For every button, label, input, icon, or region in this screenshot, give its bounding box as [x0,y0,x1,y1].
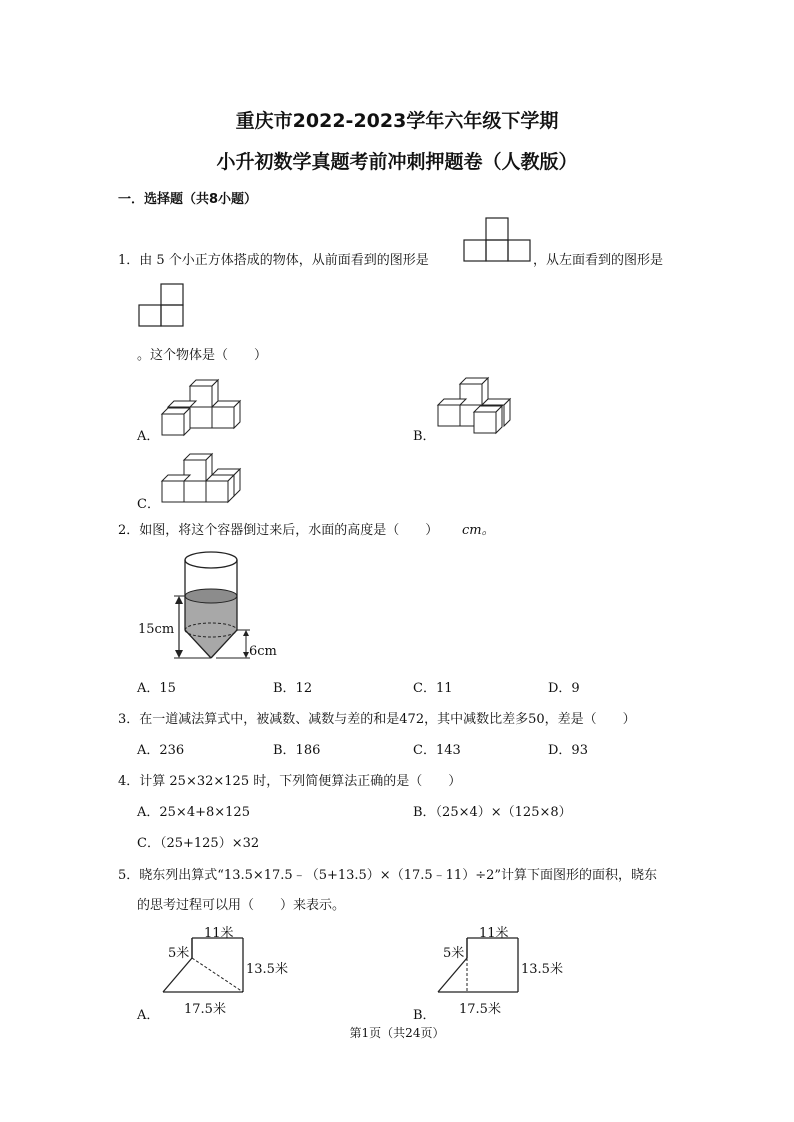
q5-a-label-left: 5米 [168,946,190,961]
q5-b-label-bottom: 17.5米 [459,1002,501,1017]
q1-front-view-figure [463,216,533,262]
page-title-line2: 小升初数学真题考前冲刺押题卷（人教版） [216,151,578,173]
q1-option-c-cubes [158,450,248,510]
q2-option-a: A．15 [137,681,176,696]
q4-option-a: A．25×4+8×125 [137,805,250,820]
q3-option-a: A．236 [137,743,185,758]
q4-text: 4．计算 25×32×125 时，下列简便算法正确的是（ ） [118,774,462,789]
q1-option-a-label: A． [137,429,160,444]
q1-option-c-label: C． [137,497,160,512]
q5-option-a-label: A． [137,1008,160,1023]
q3-option-c: C．143 [413,743,461,758]
q1-left-view-figure [137,282,187,328]
q5-a-label-top: 11米 [204,926,234,941]
q3-option-b: B．186 [273,743,321,758]
q4-option-b: B．（25×4）×（125×8） [413,805,572,820]
q4-option-c: C．（25+125）×32 [137,836,260,851]
page-title-line1: 重庆市2022-2023学年六年级下学期 [235,110,559,132]
q5-a-label-right: 13.5米 [246,962,288,977]
q2-option-d: D．9 [548,681,580,696]
q5-text-line1: 5．晓东列出算式“13.5×17.5﹣（5+13.5）×（17.5﹣11）÷2”计算下面图形的面积，晓东 [118,868,657,883]
q2-option-c: C．11 [413,681,453,696]
q2-label-height: 15cm [138,622,175,637]
q2-unit: cm。 [462,523,495,538]
q5-option-b-label: B． [413,1008,436,1023]
section-heading-choice: 一．选择题（共8小题） [118,192,258,207]
page-footer: 第1页（共24页） [349,1026,445,1040]
q3-text: 3．在一道减法算式中，被减数、减数与差的和是472，其中减数比差多50，差是（ ） [118,712,636,727]
q2-label-cone: 6cm [249,644,277,659]
q1-option-b-label: B． [413,429,436,444]
q1-option-a-cubes [158,374,243,440]
q1-text-c: 。这个物体是（ ） [137,348,268,363]
q3-option-d: D．93 [548,743,588,758]
q5-a-label-bottom: 17.5米 [184,1002,226,1017]
q5-b-label-right: 13.5米 [521,962,563,977]
q1-text-b: ，从左面看到的图形是 [533,253,664,268]
q2-text: 2．如图，将这个容器倒过来后，水面的高度是（ ） [118,523,439,538]
q5-b-label-left: 5米 [443,946,465,961]
q5-text-line2: 的思考过程可以用（ ）来表示。 [137,898,346,913]
q2-option-b: B．12 [273,681,313,696]
q1-option-b-cubes [434,374,514,440]
q1-text-a: 1．由 5 个小正方体搭成的物体，从前面看到的图形是 [118,253,429,268]
q5-b-label-top: 11米 [479,926,509,941]
